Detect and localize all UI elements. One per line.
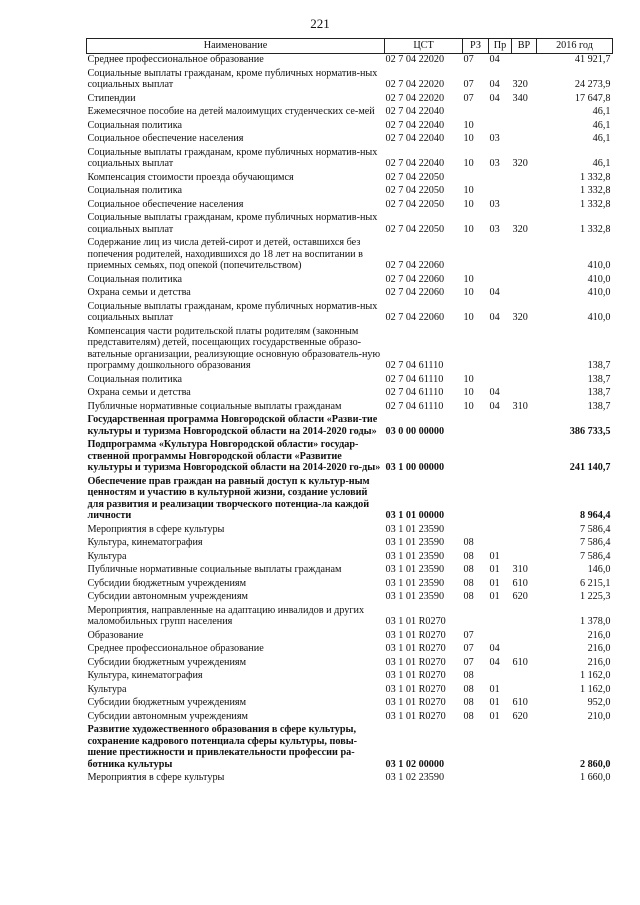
budget-table bbox=[86, 38, 613, 786]
table-row bbox=[87, 68, 613, 93]
cell-name: Мероприятия в сфере культуры bbox=[87, 523, 225, 535]
cell-vr: 320 bbox=[512, 158, 528, 169]
table-row bbox=[87, 326, 613, 374]
cell-vr bbox=[512, 106, 537, 120]
cell-amount: 1 332,8 bbox=[579, 185, 611, 196]
cell-rz: 10 bbox=[463, 133, 474, 144]
cell-name: Среднее профессиональное образование bbox=[87, 54, 264, 65]
cell-amount: 216,0 bbox=[587, 643, 611, 654]
table-row bbox=[87, 401, 613, 415]
cell-pr: 04 bbox=[489, 656, 500, 668]
cell-vr: 610 bbox=[512, 697, 528, 708]
header-rz: РЗ bbox=[463, 39, 489, 54]
cell-cst: 03 1 01 R0270 bbox=[385, 683, 446, 695]
cell-name: Культура, кинематография bbox=[87, 537, 203, 548]
cell-rz: 07 bbox=[463, 629, 474, 641]
cell-rz bbox=[463, 605, 489, 630]
cell-rz: 08 bbox=[463, 550, 474, 562]
cell-cst: 03 1 01 23590 bbox=[385, 537, 445, 548]
cell-vr bbox=[512, 537, 537, 551]
cell-name: Субсидии автономным учреждениям bbox=[87, 591, 248, 602]
cell-name: Компенсация стоимости проезда обучающимся bbox=[87, 171, 294, 183]
table-row bbox=[87, 387, 613, 401]
cell-cst: 03 1 02 00000 bbox=[385, 758, 445, 770]
cell-rz bbox=[463, 326, 489, 374]
cell-amount: 138,7 bbox=[587, 400, 611, 412]
cell-amount: 138,7 bbox=[587, 373, 611, 385]
table-row bbox=[87, 524, 613, 538]
cell-cst: 02 7 04 61110 bbox=[385, 373, 444, 385]
cell-amount: 146,0 bbox=[587, 564, 611, 575]
cell-name: Социальные выплаты гражданам, кроме публичных норматив-ных социальных выплат bbox=[87, 212, 378, 235]
cell-rz: 08 bbox=[463, 577, 474, 589]
cell-name: Культура, кинематография bbox=[87, 670, 203, 681]
cell-vr bbox=[512, 772, 537, 786]
cell-pr bbox=[489, 724, 512, 772]
cell-amount: 210,0 bbox=[587, 710, 611, 722]
table-row bbox=[87, 93, 613, 107]
cell-pr bbox=[489, 439, 512, 476]
cell-name: Социальные выплаты гражданам, кроме публичных норматив-ных социальных выплат bbox=[87, 146, 378, 169]
table-row bbox=[87, 106, 613, 120]
cell-vr bbox=[512, 387, 537, 401]
cell-rz: 07 bbox=[463, 92, 474, 104]
cell-vr bbox=[512, 133, 537, 147]
cell-amount: 952,0 bbox=[587, 697, 611, 708]
cell-pr: 04 bbox=[489, 400, 500, 412]
cell-amount: 1 332,8 bbox=[579, 171, 611, 183]
cell-cst: 02 7 04 22040 bbox=[385, 133, 445, 144]
cell-pr: 04 bbox=[489, 387, 500, 398]
cell-rz: 08 bbox=[463, 683, 474, 695]
cell-name: Социальная политика bbox=[87, 119, 183, 131]
cell-name: Социальное обеспечение населения bbox=[87, 198, 244, 210]
cell-rz: 07 bbox=[463, 79, 474, 90]
cell-amount: 1 378,0 bbox=[579, 616, 611, 627]
cell-name: Социальные выплаты гражданам, кроме публичных норматив-ных социальных выплат bbox=[87, 67, 378, 90]
cell-name: Субсидии автономным учреждениям bbox=[87, 710, 248, 722]
cell-pr: 01 bbox=[489, 550, 500, 562]
cell-vr bbox=[512, 54, 537, 68]
cell-rz: 10 bbox=[463, 373, 474, 385]
cell-amount: 1 162,0 bbox=[579, 670, 611, 681]
cell-rz: 10 bbox=[463, 312, 474, 323]
cell-rz bbox=[463, 476, 489, 524]
cell-name: Ежемесячное пособие на детей малоимущих студенческих се-мей bbox=[87, 106, 375, 117]
cell-amount: 138,7 bbox=[587, 387, 611, 398]
table-row bbox=[87, 199, 613, 213]
cell-cst: 02 7 04 22060 bbox=[385, 287, 445, 298]
table-row bbox=[87, 301, 613, 326]
cell-pr: 04 bbox=[489, 287, 500, 298]
cell-cst: 02 7 04 61110 bbox=[385, 360, 444, 371]
cell-vr: 340 bbox=[512, 92, 528, 104]
cell-rz bbox=[463, 724, 489, 772]
cell-pr bbox=[489, 670, 512, 684]
cell-vr bbox=[512, 326, 537, 374]
cell-name: Обеспечение прав граждан на равный доступ к культур-ным ценностям и участию в культурной жизни, создание условий для развития и реализации творческого потенциа-ла каждой личности bbox=[87, 475, 370, 521]
cell-vr bbox=[512, 670, 537, 684]
cell-amount: 24 273,9 bbox=[574, 79, 611, 90]
table-row bbox=[87, 274, 613, 288]
table-row bbox=[87, 414, 613, 439]
header-name: Наименование bbox=[87, 39, 385, 54]
cell-rz bbox=[463, 106, 489, 120]
cell-amount: 8 964,4 bbox=[579, 510, 611, 521]
cell-amount: 7 586,4 bbox=[579, 523, 611, 535]
cell-amount: 241 140,7 bbox=[569, 462, 611, 473]
cell-name: Субсидии бюджетным учреждениям bbox=[87, 577, 247, 589]
cell-name: Государственная программа Новгородской области «Разви-тие культуры и туризма Новгородской области на 2014-2020 годы» bbox=[87, 414, 378, 437]
cell-rz: 10 bbox=[463, 223, 474, 235]
cell-rz: 07 bbox=[463, 54, 474, 65]
cell-name: Подпрограмма «Культура Новгородской области» государ-ственной программы Новгородской области «Развитие культуры и туризма Новгородской области на 2014-2020 го-ды» bbox=[87, 439, 381, 473]
cell-amount: 1 162,0 bbox=[579, 683, 611, 695]
cell-vr: 310 bbox=[512, 400, 528, 412]
cell-pr bbox=[489, 237, 512, 274]
cell-name: Стипендии bbox=[87, 92, 136, 104]
table-row bbox=[87, 133, 613, 147]
cell-amount: 386 733,5 bbox=[569, 425, 611, 437]
table-row bbox=[87, 374, 613, 388]
cell-rz bbox=[463, 172, 489, 186]
cell-rz: 08 bbox=[463, 591, 474, 602]
cell-rz: 08 bbox=[463, 564, 474, 575]
table-row bbox=[87, 630, 613, 644]
cell-cst: 03 0 00 00000 bbox=[385, 425, 445, 437]
cell-amount: 410,0 bbox=[587, 312, 611, 323]
cell-pr bbox=[489, 414, 512, 439]
header-pr: Пр bbox=[489, 39, 512, 54]
cell-cst: 02 7 04 22060 bbox=[385, 312, 445, 323]
table-row bbox=[87, 120, 613, 134]
cell-pr: 04 bbox=[489, 79, 500, 90]
header-vr: ВР bbox=[512, 39, 537, 54]
cell-rz bbox=[463, 524, 489, 538]
cell-cst: 02 7 04 22050 bbox=[385, 198, 445, 210]
cell-amount: 7 586,4 bbox=[579, 537, 611, 548]
cell-vr bbox=[512, 237, 537, 274]
cell-vr bbox=[512, 172, 537, 186]
cell-amount: 216,0 bbox=[587, 629, 611, 641]
cell-cst: 02 7 04 22020 bbox=[385, 54, 445, 65]
table-row bbox=[87, 670, 613, 684]
cell-vr bbox=[512, 643, 537, 657]
cell-name: Содержание лиц из числа детей-сирот и детей, оставшихся без попечения родителей, находившихся до 18 лет на воспитании в приемных семьях, под опекой (попечительством) bbox=[87, 237, 363, 271]
cell-cst: 02 7 04 22040 bbox=[385, 119, 445, 131]
cell-cst: 03 1 01 R0270 bbox=[385, 670, 446, 681]
cell-amount: 410,0 bbox=[587, 260, 611, 271]
table-row bbox=[87, 287, 613, 301]
cell-cst: 02 7 04 22050 bbox=[385, 185, 445, 196]
cell-cst: 03 1 00 00000 bbox=[385, 462, 445, 473]
table-row bbox=[87, 684, 613, 698]
cell-pr bbox=[489, 274, 512, 288]
header-amount: 2016 год bbox=[537, 39, 613, 54]
cell-cst: 03 1 01 23590 bbox=[385, 564, 445, 575]
cell-cst: 02 7 04 22040 bbox=[385, 158, 445, 169]
cell-pr: 04 bbox=[489, 643, 500, 654]
cell-amount: 216,0 bbox=[587, 656, 611, 668]
cell-name: Компенсация части родительской платы родителям (законным представителям) детей, посещающих государственные образо-вательные организации, реализующие основную образователь-ную программу дошкольного образования bbox=[87, 325, 381, 371]
cell-cst: 02 7 04 22020 bbox=[385, 79, 445, 90]
table-row bbox=[87, 54, 613, 68]
cell-vr bbox=[512, 185, 537, 199]
cell-cst: 02 7 04 22060 bbox=[385, 273, 445, 285]
cell-name: Образование bbox=[87, 629, 144, 641]
cell-name: Субсидии бюджетным учреждениям bbox=[87, 697, 247, 708]
cell-name: Охрана семьи и детства bbox=[87, 387, 191, 398]
cell-cst: 02 7 04 61110 bbox=[385, 387, 444, 398]
cell-pr bbox=[489, 326, 512, 374]
cell-pr: 01 bbox=[489, 683, 500, 695]
cell-pr bbox=[489, 476, 512, 524]
cell-pr bbox=[489, 630, 512, 644]
cell-rz: 10 bbox=[463, 198, 474, 210]
table-row bbox=[87, 185, 613, 199]
cell-pr bbox=[489, 172, 512, 186]
cell-cst: 02 7 04 22040 bbox=[385, 106, 445, 117]
table-row bbox=[87, 439, 613, 476]
cell-pr: 01 bbox=[489, 710, 500, 722]
cell-pr bbox=[489, 185, 512, 199]
cell-amount: 46,1 bbox=[592, 133, 611, 144]
cell-rz: 08 bbox=[463, 697, 474, 708]
cell-vr bbox=[512, 724, 537, 772]
cell-cst: 03 1 02 23590 bbox=[385, 772, 445, 783]
table-row bbox=[87, 237, 613, 274]
cell-cst: 03 1 01 R0270 bbox=[385, 710, 446, 722]
cell-rz: 08 bbox=[463, 670, 474, 681]
table-row bbox=[87, 591, 613, 605]
cell-vr: 610 bbox=[512, 656, 528, 668]
cell-vr bbox=[512, 551, 537, 565]
cell-vr bbox=[512, 414, 537, 439]
cell-cst: 03 1 01 23590 bbox=[385, 577, 445, 589]
header-cst: ЦСТ bbox=[385, 39, 463, 54]
cell-name: Социальные выплаты гражданам, кроме публичных норматив-ных социальных выплат bbox=[87, 300, 378, 323]
cell-vr: 620 bbox=[512, 591, 528, 602]
cell-name: Мероприятия в сфере культуры bbox=[87, 772, 225, 783]
cell-vr bbox=[512, 120, 537, 134]
cell-amount: 41 921,7 bbox=[574, 54, 611, 65]
cell-rz: 10 bbox=[463, 387, 474, 398]
cell-name: Социальная политика bbox=[87, 185, 183, 196]
cell-pr: 01 bbox=[489, 697, 500, 708]
cell-cst: 02 7 04 22020 bbox=[385, 92, 445, 104]
cell-amount: 46,1 bbox=[592, 158, 611, 169]
page-number: 221 bbox=[310, 16, 330, 31]
table-row bbox=[87, 147, 613, 172]
table-row bbox=[87, 697, 613, 711]
cell-vr bbox=[512, 476, 537, 524]
cell-pr bbox=[489, 106, 512, 120]
cell-cst: 03 1 01 23590 bbox=[385, 523, 445, 535]
cell-amount: 410,0 bbox=[587, 287, 611, 298]
cell-vr bbox=[512, 287, 537, 301]
table-row bbox=[87, 551, 613, 565]
cell-rz: 10 bbox=[463, 287, 474, 298]
cell-rz: 07 bbox=[463, 643, 474, 654]
cell-amount: 1 332,8 bbox=[579, 223, 611, 235]
cell-amount: 46,1 bbox=[592, 106, 611, 117]
cell-rz bbox=[463, 772, 489, 786]
cell-pr: 03 bbox=[489, 133, 500, 144]
table-row bbox=[87, 711, 613, 725]
cell-pr bbox=[489, 537, 512, 551]
cell-cst: 03 1 01 R0270 bbox=[385, 629, 446, 641]
cell-vr bbox=[512, 199, 537, 213]
cell-name: Публичные нормативные социальные выплаты гражданам bbox=[87, 400, 342, 412]
cell-amount: 6 215,1 bbox=[579, 577, 611, 589]
cell-pr: 03 bbox=[489, 223, 500, 235]
cell-name: Культура bbox=[87, 550, 127, 562]
cell-amount: 1 660,0 bbox=[579, 772, 611, 783]
cell-vr bbox=[512, 439, 537, 476]
cell-rz bbox=[463, 439, 489, 476]
cell-rz: 10 bbox=[463, 273, 474, 285]
table-row bbox=[87, 772, 613, 786]
cell-cst: 02 7 04 22060 bbox=[385, 260, 445, 271]
table-row bbox=[87, 605, 613, 630]
table-row bbox=[87, 537, 613, 551]
cell-pr bbox=[489, 120, 512, 134]
cell-cst: 03 1 01 R0270 bbox=[385, 643, 446, 654]
cell-pr bbox=[489, 605, 512, 630]
cell-rz: 08 bbox=[463, 710, 474, 722]
cell-pr: 03 bbox=[489, 158, 500, 169]
cell-cst: 02 7 04 22050 bbox=[385, 223, 445, 235]
cell-amount: 1 225,3 bbox=[579, 591, 611, 602]
table-row bbox=[87, 578, 613, 592]
cell-vr bbox=[512, 524, 537, 538]
cell-name: Субсидии бюджетным учреждениям bbox=[87, 656, 247, 668]
cell-rz: 10 bbox=[463, 158, 474, 169]
cell-pr: 03 bbox=[489, 198, 500, 210]
cell-vr: 320 bbox=[512, 312, 528, 323]
cell-name: Социальная политика bbox=[87, 373, 183, 385]
cell-pr bbox=[489, 374, 512, 388]
table-row bbox=[87, 476, 613, 524]
table-row bbox=[87, 212, 613, 237]
cell-vr bbox=[512, 274, 537, 288]
table-row bbox=[87, 564, 613, 578]
cell-name: Культура bbox=[87, 683, 127, 695]
cell-name: Охрана семьи и детства bbox=[87, 287, 191, 298]
cell-vr: 310 bbox=[512, 564, 528, 575]
table-row bbox=[87, 657, 613, 671]
cell-pr: 04 bbox=[489, 92, 500, 104]
cell-name: Публичные нормативные социальные выплаты гражданам bbox=[87, 564, 342, 575]
cell-pr: 04 bbox=[489, 312, 500, 323]
cell-cst: 03 1 01 R0270 bbox=[385, 697, 446, 708]
cell-name: Среднее профессиональное образование bbox=[87, 643, 264, 654]
cell-amount: 1 332,8 bbox=[579, 198, 611, 210]
cell-vr bbox=[512, 605, 537, 630]
cell-pr: 01 bbox=[489, 564, 500, 575]
cell-amount: 46,1 bbox=[592, 119, 611, 131]
cell-cst: 02 7 04 22050 bbox=[385, 171, 445, 183]
cell-name: Мероприятия, направленные на адаптацию инвалидов и других маломобильных групп населения bbox=[87, 604, 365, 627]
cell-cst: 03 1 01 23590 bbox=[385, 591, 445, 602]
cell-rz: 10 bbox=[463, 185, 474, 196]
cell-rz: 10 bbox=[463, 400, 474, 412]
table-row bbox=[87, 724, 613, 772]
cell-pr: 04 bbox=[489, 54, 500, 65]
cell-amount: 7 586,4 bbox=[579, 550, 611, 562]
cell-vr bbox=[512, 374, 537, 388]
cell-vr: 620 bbox=[512, 710, 528, 722]
cell-vr: 320 bbox=[512, 223, 528, 235]
cell-pr bbox=[489, 524, 512, 538]
cell-pr: 01 bbox=[489, 577, 500, 589]
cell-pr: 01 bbox=[489, 591, 500, 602]
cell-cst: 03 1 01 00000 bbox=[385, 510, 445, 521]
cell-rz: 07 bbox=[463, 656, 474, 668]
cell-vr bbox=[512, 630, 537, 644]
cell-amount: 17 647,8 bbox=[574, 92, 611, 104]
cell-rz bbox=[463, 414, 489, 439]
cell-rz bbox=[463, 237, 489, 274]
cell-name: Развитие художественного образования в сфере культуры, сохранение кадрового потенциала сферы культуры, повы-шение престижности и привлекательности профессии ра-ботника культуры bbox=[87, 724, 358, 770]
cell-cst: 03 1 01 R0270 bbox=[385, 656, 446, 668]
cell-vr bbox=[512, 684, 537, 698]
table-header-row bbox=[87, 39, 613, 54]
cell-name: Социальная политика bbox=[87, 273, 183, 285]
cell-amount: 410,0 bbox=[587, 273, 611, 285]
cell-cst: 03 1 01 23590 bbox=[385, 550, 445, 562]
cell-vr: 610 bbox=[512, 577, 528, 589]
cell-vr: 320 bbox=[512, 79, 528, 90]
cell-pr bbox=[489, 772, 512, 786]
cell-cst: 02 7 04 61110 bbox=[385, 400, 444, 412]
cell-amount: 2 860,0 bbox=[579, 758, 611, 770]
table-row bbox=[87, 643, 613, 657]
cell-name: Социальное обеспечение населения bbox=[87, 133, 244, 144]
cell-rz: 10 bbox=[463, 119, 474, 131]
cell-cst: 03 1 01 R0270 bbox=[385, 616, 446, 627]
cell-amount: 138,7 bbox=[587, 360, 611, 371]
table-row bbox=[87, 172, 613, 186]
cell-rz: 08 bbox=[463, 537, 474, 548]
table-body bbox=[87, 54, 613, 786]
